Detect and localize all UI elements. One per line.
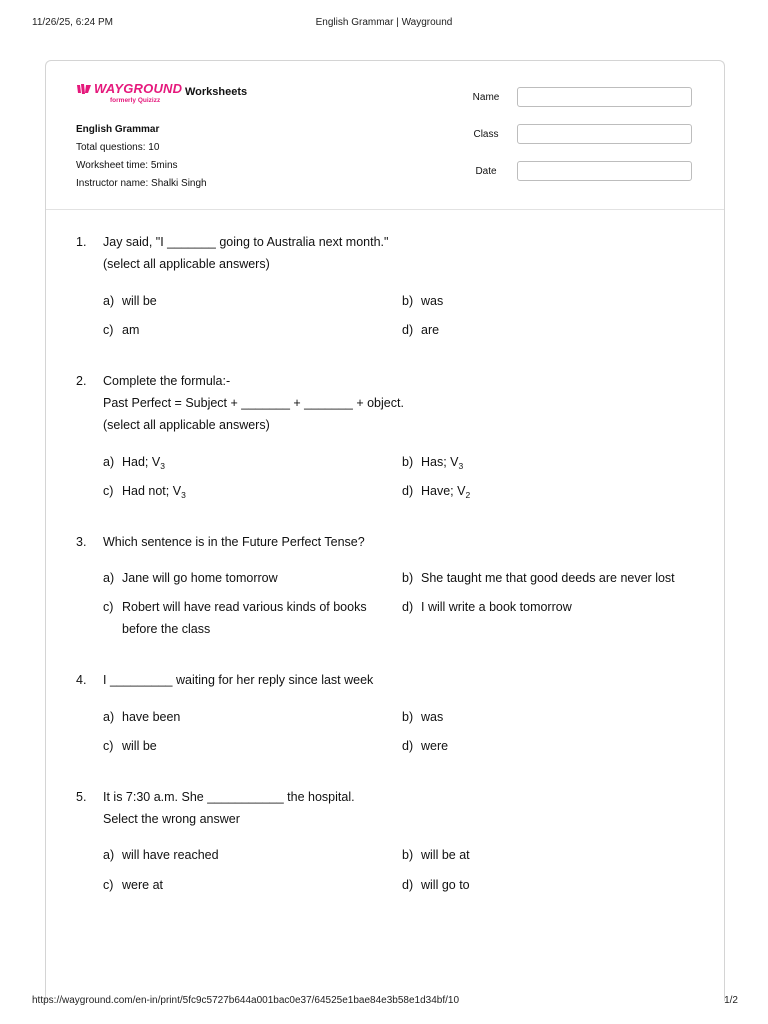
question-line: Which sentence is in the Future Perfect Tense? xyxy=(103,535,365,549)
option-letter: c) xyxy=(103,739,114,753)
option-letter: d) xyxy=(402,878,414,892)
option-text: I will write a book tomorrow xyxy=(421,600,572,614)
question-number: 3. xyxy=(76,535,87,549)
option-text: She taught me that good deeds are never lost xyxy=(421,571,675,585)
option-letter: d) xyxy=(402,739,414,753)
option-letter: c) xyxy=(103,484,114,498)
question-number: 4. xyxy=(76,673,87,687)
class-label: Class xyxy=(473,129,499,140)
brand-logo xyxy=(76,81,182,104)
question-number: 5. xyxy=(76,790,87,804)
question-line: Select the wrong answer xyxy=(103,812,240,826)
name-input[interactable] xyxy=(517,87,692,107)
name-label: Name xyxy=(472,92,500,103)
option-text: was xyxy=(421,294,444,308)
option-text: will have reached xyxy=(122,848,219,862)
option-letter: a) xyxy=(103,294,115,308)
brand-subtitle: formerly Quizizz xyxy=(110,97,161,104)
class-field xyxy=(446,124,694,144)
page-number: 1/2 xyxy=(724,995,738,1006)
question-line: Jay said, "I _______ going to Australia next month." xyxy=(103,235,389,249)
option-text: was xyxy=(421,710,444,724)
date-input[interactable] xyxy=(517,161,692,181)
option-letter: c) xyxy=(103,323,114,337)
option-text: am xyxy=(122,323,140,337)
question-stem xyxy=(103,370,703,436)
question-line: (select all applicable answers) xyxy=(103,418,270,432)
option-letter: b) xyxy=(402,571,414,585)
question-line: (select all applicable answers) xyxy=(103,257,270,271)
date-field xyxy=(446,161,694,181)
option-text: Had not; $V_3$ xyxy=(122,484,186,500)
brand-name: WAYGROUND xyxy=(94,81,183,96)
option-text: Robert will have read various kinds of books before the class xyxy=(122,600,367,636)
question-stem xyxy=(103,669,703,691)
option-text: were xyxy=(421,739,449,753)
date-label: Date xyxy=(475,166,497,177)
question-number: 2. xyxy=(76,374,87,388)
worksheet-time: Worksheet time: 5mins xyxy=(76,160,178,171)
question-line: I _________ waiting for her reply since last week xyxy=(103,673,374,687)
option-text: will be xyxy=(122,739,157,753)
worksheet-card xyxy=(45,60,725,1001)
option-letter: a) xyxy=(103,571,115,585)
question-stem xyxy=(103,531,703,553)
question-line: Past Perfect = Subject + _______ + _______ + object. xyxy=(103,396,404,410)
worksheet-meta xyxy=(76,121,207,193)
wayground-logo-icon xyxy=(76,83,92,95)
question-stem xyxy=(103,786,703,830)
worksheet-title: English Grammar xyxy=(76,124,160,135)
option-text: Have; $V_2$ xyxy=(421,484,471,500)
print-title: English Grammar | Wayground xyxy=(315,17,453,28)
option-letter: c) xyxy=(103,600,114,614)
print-datetime: 11/26/25, 6:24 PM xyxy=(32,17,113,28)
print-header xyxy=(0,17,768,31)
option-text: have been xyxy=(122,710,181,724)
option-letter: a) xyxy=(103,848,115,862)
question-stem xyxy=(103,231,703,275)
option-text: were at xyxy=(122,878,163,892)
option-letter: a) xyxy=(103,710,115,724)
option-text: will go to xyxy=(421,878,470,892)
option-letter: b) xyxy=(402,294,414,308)
name-field xyxy=(446,87,694,107)
option-text: Jane will go home tomorrow xyxy=(122,571,278,585)
option-letter: d) xyxy=(402,323,414,337)
instructor-name: Instructor name: Shalki Singh xyxy=(76,178,207,189)
option-letter: b) xyxy=(402,848,414,862)
option-text: Had; $V_3$ xyxy=(122,455,165,471)
option-letter: b) xyxy=(402,455,414,469)
option-text: are xyxy=(421,323,440,337)
option-letter: b) xyxy=(402,710,414,724)
product-name: Worksheets xyxy=(185,86,248,98)
total-questions: Total questions: 10 xyxy=(76,142,160,153)
option-text: will be at xyxy=(421,848,470,862)
worksheet-header xyxy=(46,61,724,210)
option-letter: d) xyxy=(402,600,414,614)
option-letter: a) xyxy=(103,455,115,469)
option-letter: c) xyxy=(103,878,114,892)
class-input[interactable] xyxy=(517,124,692,144)
option-text: Has; $V_3$ xyxy=(421,455,464,471)
question-line: Complete the formula:- xyxy=(103,374,231,388)
question-line: It is 7:30 a.m. She ___________ the hospital. xyxy=(103,790,355,804)
question-number: 1. xyxy=(76,235,87,249)
option-text: will be xyxy=(122,294,157,308)
option-letter: d) xyxy=(402,484,414,498)
print-url[interactable]: https://wayground.com/en-in/print/5fc9c5727b644a001bac0e37/64525e1bae84e3b58e1d34bf/10 xyxy=(32,995,460,1006)
